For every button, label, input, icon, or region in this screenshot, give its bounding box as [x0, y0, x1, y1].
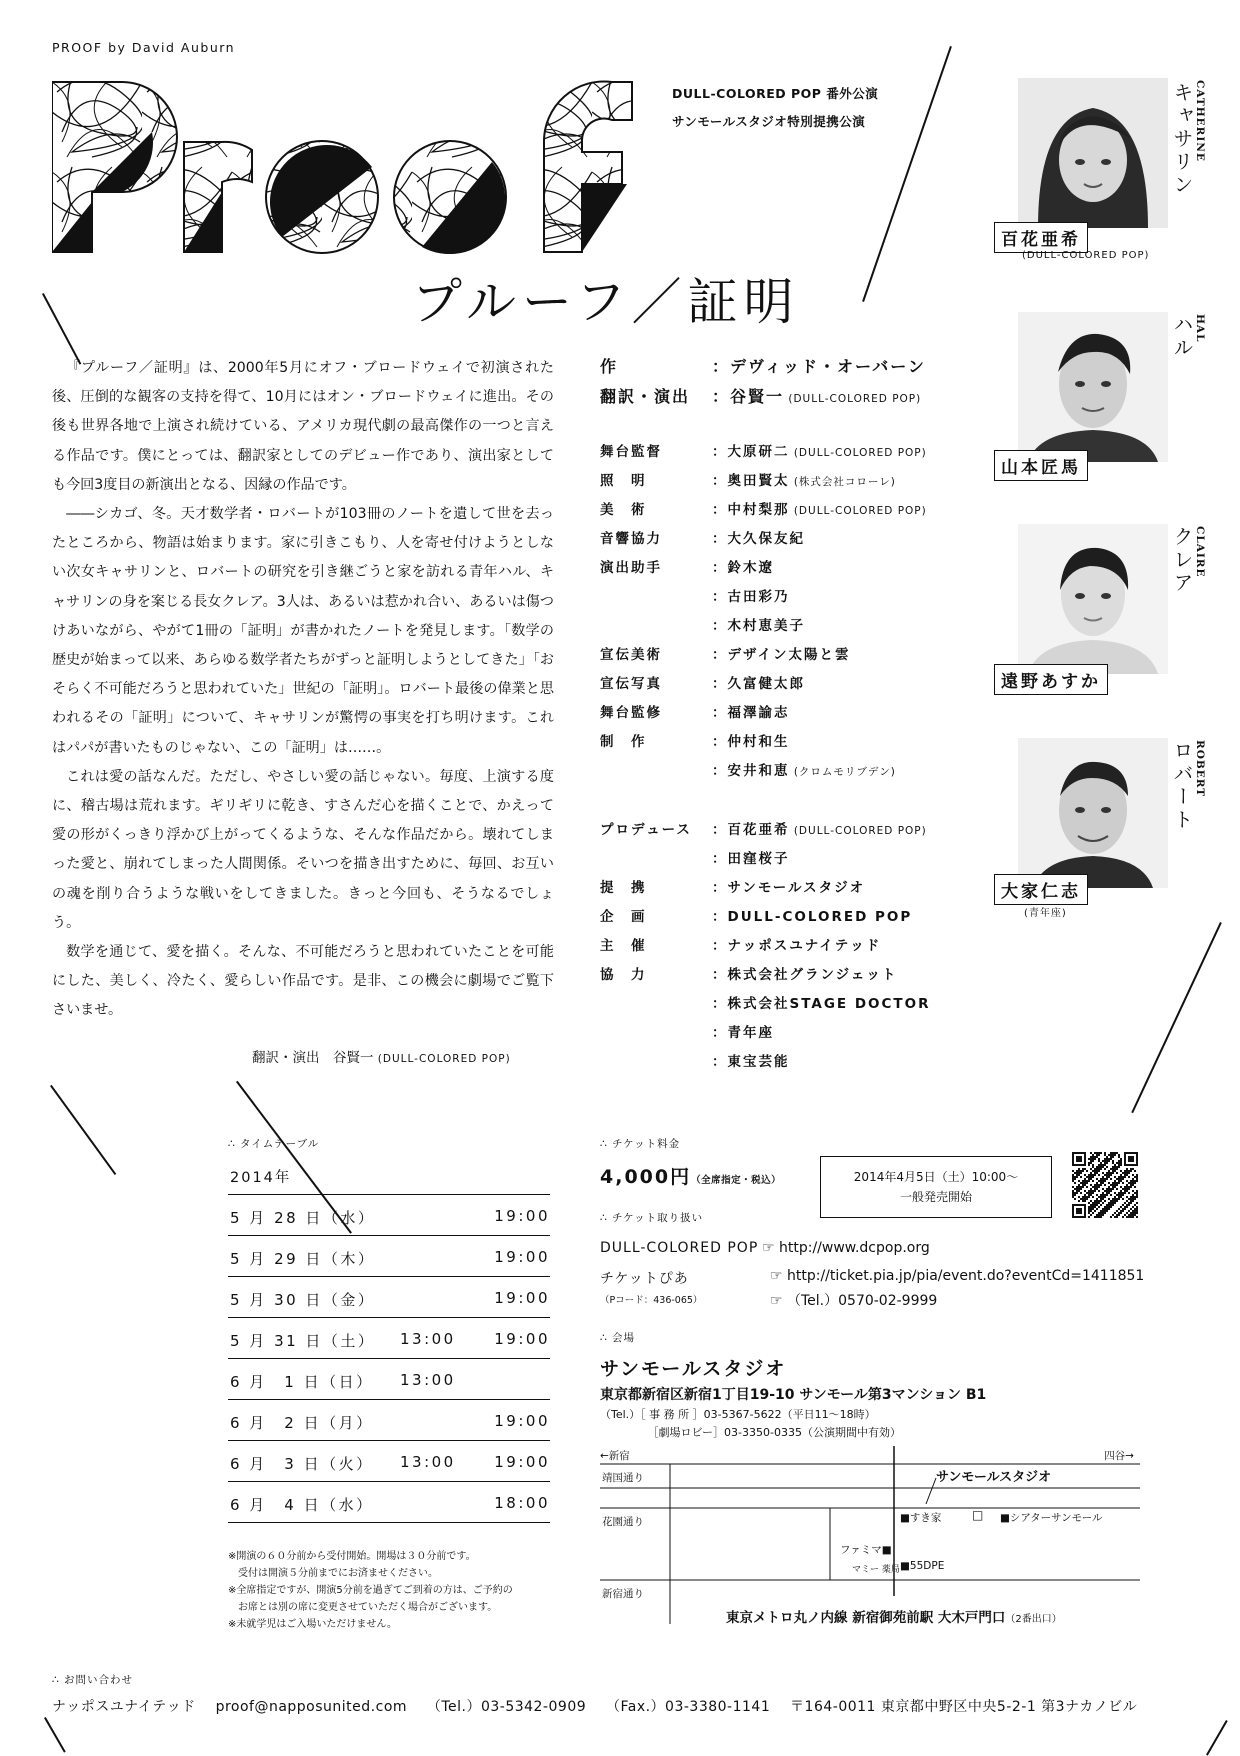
subtitle: プルーフ／証明: [412, 273, 800, 331]
credit-value: [712, 730, 790, 750]
credit-person: ：奥田賢太: [712, 473, 790, 489]
contact-address: 〒164-0011 東京都中野区中央5-2-1 第3ナカノビル: [790, 1699, 1138, 1715]
role-japanese: ロバート: [1170, 740, 1194, 832]
credit-label: 提 携: [600, 880, 647, 896]
decorative-slash: [44, 1717, 66, 1753]
credit-label: 美 術: [600, 502, 647, 518]
contact-company: ナッポスユナイテッド: [52, 1699, 196, 1715]
decorative-slash: [1206, 1720, 1228, 1756]
role-japanese: クレア: [1170, 526, 1194, 595]
contact-email-link[interactable]: proof@napposunited.com: [215, 1699, 408, 1715]
venue-phones: [600, 1406, 901, 1442]
intro-paragraph: ――シカゴ、冬。天才数学者・ロバートが103冊のノートを遺して世を去ったところから、物語は始まります。家に引きこもり、人を寄せ付けようとしない次女キャサリンと、ロバートの研究を引き継ごうと家を訪れる青年ハル、キャサリンの身を案じる長女クレア。3人は、あるいは惹かれ合い、あるいは傷つけあいながら、やがて1冊の「証明」が書かれたノートを発見します。「数学の歴史が始まって以来、あらゆる数学者たちがずっと証明しようとしてきた」「おそらく不可能だろうと思われていた」世紀の「証明」。ロバート最後の偉業と思われるその「証明」について、キャサリンが驚愕の事実を打ち明けます。これはパパが書いたものじゃない、この「証明」は……。: [52, 506, 554, 756]
role-english: CATHERINE: [1194, 80, 1206, 162]
contact-fax: （Fax.）03-3380-1141: [605, 1699, 771, 1715]
contact-heading: ∴ お問い合わせ: [52, 1674, 134, 1686]
evening-time: 19:00: [494, 1453, 550, 1471]
credit-value: [712, 847, 790, 867]
credit-value: [712, 876, 865, 896]
credit-label: 宣伝写真: [600, 676, 662, 692]
credit-label: 宣伝美術: [600, 647, 662, 663]
map-street-hanazono: 花園通り: [602, 1516, 644, 1528]
map-landmark-mamie: マミー 薬局: [852, 1565, 900, 1575]
credit-value: [712, 469, 896, 489]
credit-affiliation: (DULL-COLORED POP): [784, 393, 922, 405]
matinee-time: 13:00: [400, 1453, 456, 1471]
timetable-heading: ∴ タイムテーブル: [228, 1138, 320, 1150]
map-direction-west: ←新宿: [600, 1450, 630, 1462]
production-line: サンモールスタジオ特別提携公演: [672, 114, 866, 129]
cast-photo-hal: [1018, 312, 1168, 462]
contact-tel: （Tel.）03-5342-0909: [426, 1699, 587, 1715]
credit-value: [712, 992, 931, 1012]
credit-value: [712, 818, 927, 838]
intro-paragraph: 数学を通じて、愛を描く。そんな、不可能だろうと思われていたことを可能にした、美しく、冷たく、愛らしい作品です。是非、この機会に劇場でご覧下さいませ。: [52, 944, 554, 1019]
credit-person: ：田窪桜子: [712, 851, 790, 867]
credit-person: ：木村恵美子: [712, 618, 805, 634]
venue-map: [600, 1446, 1140, 1626]
venue-tel-lobby: ［劇場ロビー］03-3350-0335（公演期間中有効）: [600, 1426, 901, 1439]
credit-person: ：ナッポスユナイテッド: [712, 938, 882, 954]
role-english: HAL: [1194, 314, 1206, 343]
production-line: DULL-COLORED POP 番外公演: [672, 86, 879, 101]
map-station-exit: （2番出口）: [1005, 1614, 1062, 1625]
credit-value: [712, 384, 921, 407]
credit-value: [712, 614, 805, 634]
timetable-row: [228, 1277, 550, 1318]
pia-tel-link[interactable]: ☞ （Tel.）0570-02-9999: [770, 1293, 938, 1309]
cast-photo-robert: [1018, 738, 1168, 888]
credit-label: 制 作: [600, 734, 647, 750]
performance-date: 6 月 3 日（火）: [230, 1455, 374, 1473]
map-venue-marker: □: [972, 1508, 984, 1522]
proof-logo: [52, 72, 652, 262]
credit-value: [712, 440, 927, 460]
timetable-row: [228, 1482, 550, 1523]
matinee-time: 13:00: [400, 1330, 456, 1348]
cast-affiliation: (青年座): [1024, 908, 1067, 919]
note-line: ※開演の６０分前から受付開始。開場は３０分前です。: [228, 1551, 476, 1562]
credit-value: [712, 556, 774, 576]
credit-label: 作: [600, 357, 619, 376]
credit-value: [712, 1021, 774, 1041]
timetable: [228, 1194, 550, 1523]
credit-person: ：株式会社STAGE DOCTOR: [712, 996, 931, 1012]
qr-code[interactable]: [1072, 1152, 1138, 1218]
cast-photo-catherine: [1018, 78, 1168, 228]
credit-person: ：百花亜希: [712, 822, 790, 838]
credit-person: ：大久保友紀: [712, 531, 805, 547]
credit-person: ：株式会社グランジェット: [712, 967, 898, 983]
price-value: 4,000円: [600, 1166, 692, 1188]
signature-affiliation: (DULL-COLORED POP): [377, 1053, 511, 1065]
credit-person: ：サンモールスタジオ: [712, 880, 866, 896]
credit-value: [712, 934, 881, 954]
performance-date: 5 月 29 日（木）: [230, 1250, 376, 1268]
sale-start-label: 一般発売開始: [899, 1190, 972, 1204]
dcpop-label: DULL-COLORED POP: [600, 1240, 759, 1256]
credit-label: 演出助手: [600, 560, 662, 576]
map-label-studio: サンモールスタジオ: [936, 1470, 1052, 1485]
note-line: ※未就学児はご入場いただけません。: [228, 1619, 397, 1630]
credit-label: 照 明: [600, 473, 647, 489]
sale-date: 2014年4月5日（土）10:00～: [853, 1170, 1019, 1184]
credit-person: ：仲村和生: [712, 734, 790, 750]
credit-value: [712, 963, 897, 983]
map-landmark-theater: ■シアターサンモール: [1000, 1512, 1103, 1524]
evening-time: 19:00: [494, 1207, 550, 1225]
intro-signature: [252, 1046, 511, 1066]
map-landmark-sukiya: ■すき家: [900, 1512, 942, 1524]
performance-date: 5 月 31 日（土）: [230, 1332, 376, 1350]
top-credit: PROOF by David Auburn: [52, 40, 236, 55]
credit-label: 音響協力: [600, 531, 662, 547]
contact-line: [52, 1696, 1137, 1716]
sale-date-box: [820, 1156, 1052, 1218]
venue-heading: ∴ 会場: [600, 1332, 636, 1344]
credit-person: ：東宝芸能: [712, 1054, 790, 1070]
credit-person: ：デヴィッド・オーバーン: [712, 357, 926, 376]
map-street-shinjuku: 新宿通り: [602, 1588, 644, 1600]
timetable-row: [228, 1318, 550, 1359]
cast-photo-claire: [1018, 524, 1168, 674]
credit-value: [712, 354, 926, 377]
decorative-slash: [1131, 922, 1222, 1113]
credit-affiliation: (DULL-COLORED POP): [789, 447, 927, 459]
role-japanese: キャサリン: [1170, 82, 1194, 197]
intro-paragraph: これは愛の話なんだ。ただし、やさしい愛の話じゃない。毎度、上演する度に、稽古場は荒れます。ギリギリに乾き、すさんだ心を描くことで、かえって愛の形がくっきり浮かび上がってくるような、そんな作品だから。壊れてしまった愛と、崩れてしまった人間関係。そいつを描き出すために、毎回、お互いの魂を削り合うような戦いをしてきました。きっと今回も、そうなるでしょう。: [52, 768, 554, 931]
dcpop-url-link[interactable]: ☞ http://www.dcpop.org: [762, 1240, 930, 1256]
note-line: 受付は開演５分前までにお済ませください。: [228, 1568, 438, 1579]
evening-time: 19:00: [494, 1289, 550, 1307]
intro-text: [52, 354, 554, 1026]
role-english: ROBERT: [1194, 740, 1206, 798]
role-english: CLAIRE: [1194, 526, 1206, 578]
ticket-price: [600, 1162, 781, 1189]
credit-value: [712, 643, 851, 663]
credit-label: 舞台監督: [600, 444, 662, 460]
signature-name: 翻訳・演出 谷賢一: [252, 1050, 374, 1066]
credit-affiliation: (株式会社コローレ): [789, 476, 896, 488]
pia-label: チケットぴあ: [600, 1271, 689, 1287]
decorative-slash: [50, 1085, 116, 1175]
evening-time: 19:00: [494, 1248, 550, 1266]
credit-label: 舞台監修: [600, 705, 662, 721]
credit-person: ：古田彩乃: [712, 589, 790, 605]
credit-affiliation: (DULL-COLORED POP): [789, 505, 927, 517]
timetable-row: [228, 1236, 550, 1277]
timetable-row: [228, 1441, 550, 1482]
credit-value: [712, 905, 912, 925]
credit-person: ：デザイン太陽と雲: [712, 647, 851, 663]
timetable-row: [228, 1400, 550, 1441]
map-direction-east: 四谷→: [1104, 1450, 1134, 1462]
pia-url-link[interactable]: ☞ http://ticket.pia.jp/pia/event.do?eventCd=1411851: [770, 1268, 1145, 1284]
credit-person: ：谷賢一: [712, 387, 785, 406]
note-line: お席とは別の席に変更させていただく場合がございます。: [228, 1602, 498, 1613]
credit-value: [712, 585, 790, 605]
credit-value: [712, 498, 927, 518]
credit-person: ：中村梨那: [712, 502, 790, 518]
credit-person: ：安井和恵: [712, 763, 790, 779]
venue-name: サンモールスタジオ: [600, 1358, 787, 1380]
cast-name: 百花亜希: [994, 222, 1088, 253]
cast-name: 大家仁志: [994, 874, 1088, 905]
credit-person: ：DULL-COLORED POP: [712, 909, 913, 925]
note-line: ※全席指定ですが、開演5分前を過ぎてご到着の方は、ご予約の: [228, 1585, 513, 1596]
credit-person: ：鈴木遼: [712, 560, 774, 576]
timetable-row: [228, 1195, 550, 1236]
production-info: [672, 80, 878, 136]
cast-name: 遠野あすか: [994, 664, 1108, 695]
credit-label: プロデュース: [600, 822, 692, 838]
timetable-row: [228, 1359, 550, 1400]
performance-date: 6 月 2 日（月）: [230, 1414, 374, 1432]
price-note: （全席指定・税込）: [691, 1175, 782, 1186]
performance-date: 5 月 28 日（水）: [230, 1209, 376, 1227]
map-landmark-dpe: ■55DPE: [900, 1560, 945, 1572]
evening-time: 19:00: [494, 1412, 550, 1430]
credit-value: [712, 701, 790, 721]
credit-label: 主 催: [600, 938, 647, 954]
map-station: [726, 1606, 1062, 1626]
credit-value: [712, 1050, 790, 1070]
credit-label: 企 画: [600, 909, 647, 925]
credit-person: ：久富健太郎: [712, 676, 805, 692]
cast-affiliation: (DULL-COLORED POP): [1022, 250, 1150, 261]
role-japanese: ハル: [1170, 314, 1194, 360]
credit-affiliation: (DULL-COLORED POP): [789, 825, 927, 837]
performance-date: 6 月 1 日（日）: [230, 1373, 374, 1391]
evening-time: 19:00: [494, 1330, 550, 1348]
credit-value: [712, 759, 896, 779]
map-station-name: 東京メトロ丸ノ内線 新宿御苑前駅 大木戸門口: [726, 1610, 1006, 1626]
performance-date: 6 月 4 日（水）: [230, 1496, 374, 1514]
ticket-handling-heading: ∴ チケット取り扱い: [600, 1212, 704, 1224]
performance-date: 5 月 30 日（金）: [230, 1291, 376, 1309]
timetable-notes: [228, 1548, 513, 1633]
map-landmark-famima: ファミマ■: [840, 1544, 892, 1556]
venue-address: 東京都新宿区新宿1丁目19-10 サンモール第3マンション B1: [600, 1387, 987, 1403]
credit-affiliation: (クロムモリブデン): [789, 766, 896, 778]
credit-person: ：青年座: [712, 1025, 774, 1041]
pia-code: （Pコード：436-065）: [600, 1295, 703, 1306]
evening-time: 18:00: [494, 1494, 550, 1512]
cast-name: 山本匠馬: [994, 450, 1088, 481]
credit-label: 翻訳・演出: [600, 387, 691, 406]
price-heading: ∴ チケット料金: [600, 1138, 681, 1150]
credit-label: 協 力: [600, 967, 647, 983]
venue-tel-office: （Tel.）［ 事 務 所 ］03-5367-5622（平日11～18時）: [600, 1408, 876, 1421]
matinee-time: 13:00: [400, 1371, 456, 1389]
map-street-yasukuni: 靖国通り: [602, 1472, 644, 1484]
intro-paragraph: 『プルーフ／証明』は、2000年5月にオフ・ブロードウェイで初演された後、圧倒的な観客の支持を得て、10月にはオン・ブロードウェイに進出。その後も世界各地で上演され続けている、アメリカ現代劇の最高傑作の一つと言える作品です。僕にとっては、翻訳家としてのデビュー作であり、演出家としても今回3度目の新演出となる、因縁の作品です。: [52, 360, 554, 493]
credit-value: [712, 527, 805, 547]
credit-person: ：大原研二: [712, 444, 790, 460]
timetable-year: 2014年: [230, 1170, 292, 1186]
credit-value: [712, 672, 805, 692]
credit-person: ：福澤諭志: [712, 705, 790, 721]
